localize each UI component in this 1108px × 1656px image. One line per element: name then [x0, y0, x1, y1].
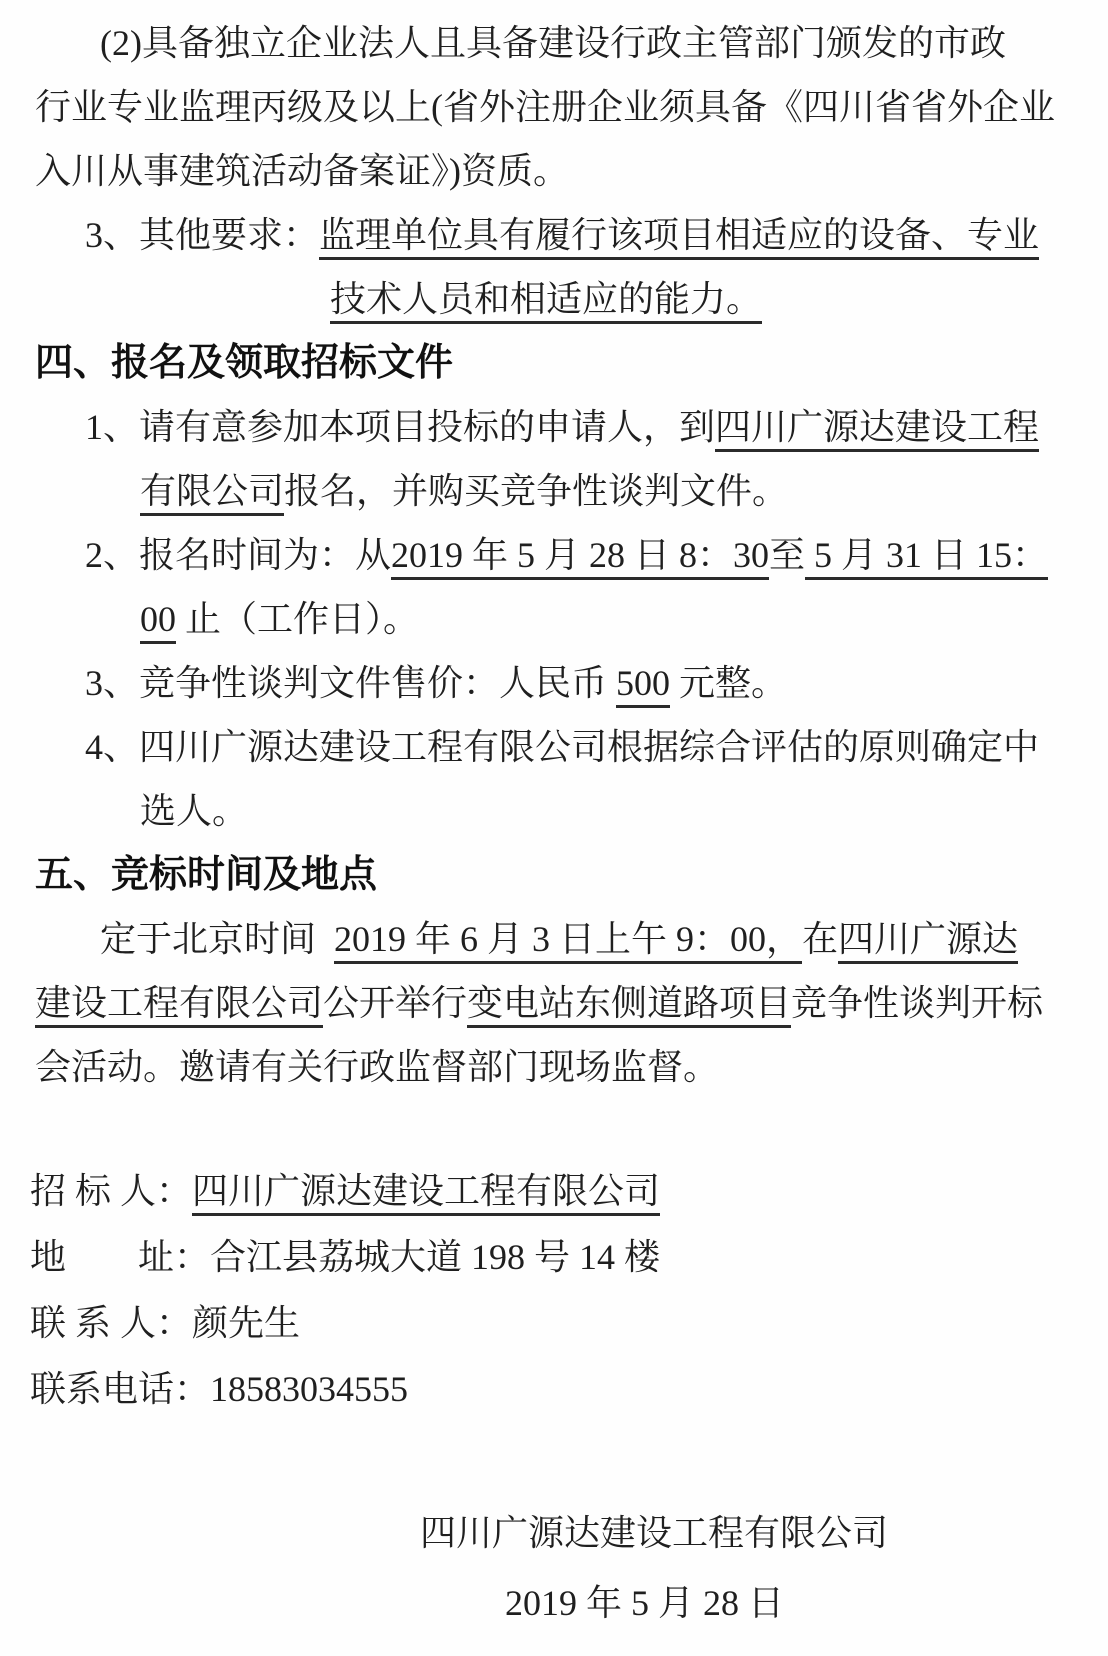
field-label: 联系电话： [30, 1369, 211, 1409]
body-text: 竞争性谈判开标 [791, 983, 1044, 1023]
body-text: 定于北京时间 [100, 919, 335, 959]
underlined-text: 500 [616, 663, 670, 708]
body-text: 至 [769, 535, 806, 575]
text-line [0, 10, 1108, 74]
body-text: 元整。 [670, 663, 788, 703]
underlined-text: 四川广源达建设工程 [715, 407, 1039, 452]
text-line [0, 714, 1108, 778]
list-item-label: 3、其他要求： [85, 215, 320, 255]
text-line [0, 650, 1108, 714]
underlined-text: 变电站东侧道路项目 [467, 983, 791, 1028]
footer-company [0, 1498, 1108, 1568]
underlined-text: 技术人员和相适应的能力。 [330, 279, 762, 324]
list-item-label: 1、请有意参加本项目投标的申请人，到 [85, 407, 716, 447]
text-line [0, 266, 1108, 330]
section-heading-bid-time [0, 842, 1108, 906]
heading-text: 五、竞标时间及地点 [35, 854, 378, 896]
field-label: 招 标 人： [30, 1171, 193, 1211]
underlined-text: 2019 年 5 月 28 日 8：30 [391, 535, 769, 580]
field-label: 联 系 人： [30, 1303, 193, 1343]
text-line [0, 74, 1108, 138]
underlined-text: 建设工程有限公司 [35, 983, 323, 1028]
contact-row-phone [0, 1356, 1108, 1422]
field-label: 地 址： [30, 1237, 211, 1277]
text-line [0, 906, 1108, 970]
body-text: 在 [802, 919, 839, 959]
list-item-label: 3、竞争性谈判文件售价：人民币 [85, 663, 617, 703]
underlined-text: 00 [140, 599, 176, 644]
body-text: 报名，并购买竞争性谈判文件。 [284, 471, 789, 511]
footer-company-text: 四川广源达建设工程有限公司 [420, 1513, 889, 1553]
text-line [0, 970, 1108, 1034]
body-text: 止（工作日）。 [176, 599, 420, 639]
body-text: 入川从事建筑活动备案证》)资质。 [35, 151, 569, 191]
vertical-spacer [0, 1098, 1108, 1158]
section-heading-registration [0, 330, 1108, 394]
underlined-text: 四川广源达 [838, 919, 1018, 964]
list-item-label: 2、报名时间为：从 [85, 535, 392, 575]
body-text: 4、四川广源达建设工程有限公司根据综合评估的原则确定中 [85, 727, 1040, 767]
address-value: 合江县荔城大道 198 号 14 楼 [210, 1237, 661, 1277]
body-text: (2)具备独立企业法人且具备建设行政主管部门颁发的市政 [100, 23, 1006, 63]
text-line [0, 138, 1108, 202]
contact-row-person [0, 1290, 1108, 1356]
body-text: 公开举行 [323, 983, 468, 1023]
body-text: 会活动。邀请有关行政监督部门现场监督。 [35, 1047, 720, 1087]
underlined-text: 2019 年 6 月 3 日上午 9：00， [334, 919, 802, 964]
contact-row-address [0, 1224, 1108, 1290]
text-line [0, 202, 1108, 266]
text-line [0, 1034, 1108, 1098]
contact-person-value: 颜先生 [192, 1303, 301, 1343]
footer-date-text: 2019 年 5 月 28 日 [505, 1583, 785, 1623]
vertical-spacer [0, 1422, 1108, 1498]
body-text: 选人。 [140, 791, 249, 831]
body-text: 行业专业监理丙级及以上(省外注册企业须具备《四川省省外企业 [35, 87, 1055, 127]
underlined-text: 5 月 31 日 15： [805, 535, 1048, 580]
text-line [0, 458, 1108, 522]
phone-value: 18583034555 [210, 1369, 409, 1409]
underlined-text: 监理单位具有履行该项目相适应的设备、专业 [319, 215, 1039, 260]
tenderer-name: 四川广源达建设工程有限公司 [192, 1171, 660, 1216]
heading-text: 四、报名及领取招标文件 [35, 342, 454, 384]
text-line [0, 394, 1108, 458]
text-line [0, 586, 1108, 650]
text-line [0, 778, 1108, 842]
text-line [0, 522, 1108, 586]
footer-date [0, 1568, 1108, 1638]
contact-row-tenderer [0, 1158, 1108, 1224]
underlined-text: 有限公司 [140, 471, 284, 516]
